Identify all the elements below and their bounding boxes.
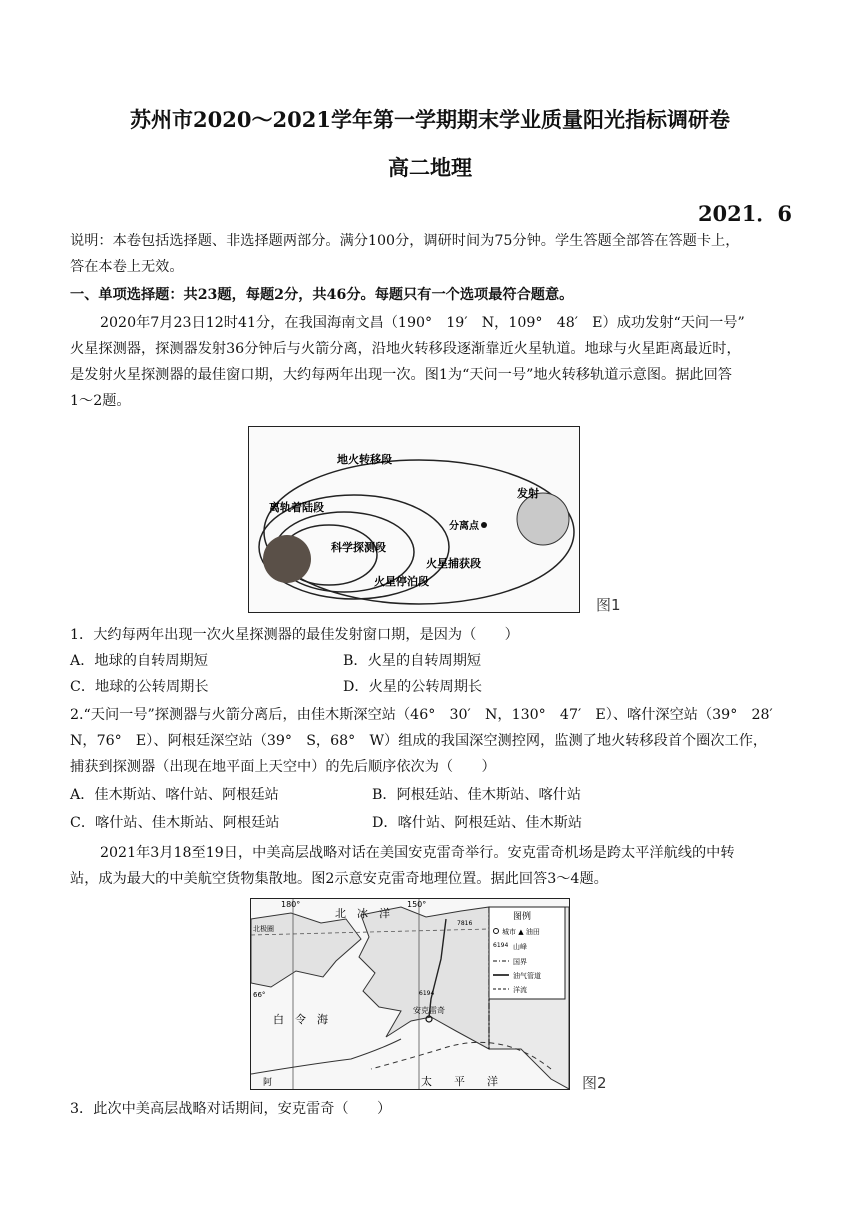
label-lon150: 150°	[407, 900, 427, 909]
legend-border: 国界	[513, 958, 527, 966]
q1-option-c: C．地球的公转周期长	[70, 679, 209, 695]
label-transfer: 地火转移段	[337, 453, 392, 466]
label-landing: 离轨着陆段	[269, 501, 324, 514]
label-parking: 火星停泊段	[374, 575, 429, 588]
q2-option-c: C．喀什站、佳木斯站、阿根廷站	[70, 815, 280, 831]
earth-planet	[517, 493, 569, 545]
q2-option-a: A．佳木斯站、喀什站、阿根廷站	[70, 787, 279, 803]
q2-option-d: D．喀什站、阿根廷站、佳木斯站	[372, 815, 583, 831]
label-aleutian: 阿	[263, 1078, 273, 1088]
passage1-line-3: 是发射火星探测器的最佳窗口期，大约每两年出现一次。图1为“天问一号”地火转移轨道示意图。据此回答	[70, 367, 732, 383]
legend-peak-icon: 6194	[493, 942, 509, 949]
legend-peak: 山峰	[513, 943, 527, 951]
orbit-diagram	[249, 427, 579, 612]
label-pacific: 太 平 洋	[421, 1075, 498, 1088]
exam-date: 2021．6	[697, 201, 792, 226]
exam-title: 苏州市2020～2021学年第一学期期末学业质量阳光指标调研卷	[130, 107, 730, 132]
legend-city-oil: 城市 ▲ 油田	[502, 928, 540, 936]
label-peak-6194: 6194	[419, 990, 435, 997]
q2-stem-line-3: 捕获到探测器（出现在地平面上天空中）的先后顺序依次为（ ）	[70, 759, 496, 775]
label-arctic-circle: 北极圈	[253, 925, 274, 933]
label-anchorage: 安克雷奇	[413, 1006, 445, 1015]
passage1-line-4: 1～2题。	[70, 393, 131, 409]
subject-title: 高二地理	[388, 155, 472, 180]
label-arctic-ocean: 北 冰 洋	[335, 907, 390, 920]
instructions-line-2: 答在本卷上无效。	[70, 259, 184, 275]
instructions-line-1: 说明：本卷包括选择题、非选择题两部分。满分100分，调研时间为75分钟。学生答题全部答在答题卡上，	[70, 233, 740, 249]
figure-1-label: 图1	[596, 596, 621, 614]
legend-title: 图例	[513, 912, 532, 922]
passage1-line-2: 火星探测器，探测器发射36分钟后与火箭分离，沿地火转移段逐渐靠近火星轨道。地球与火星距离最近时，	[70, 341, 741, 357]
passage2-line-2: 站，成为最大的中美航空货物集散地。图2示意安克雷奇地理位置。据此回答3～4题。	[70, 871, 608, 887]
separation-point	[481, 522, 487, 528]
legend-current: 洋流	[513, 986, 527, 994]
mars-planet	[263, 535, 311, 583]
figure-2	[250, 898, 570, 1090]
q1-option-d: D．火星的公转周期长	[343, 679, 483, 695]
legend-box	[489, 907, 565, 999]
figure-2-label: 图2	[582, 1074, 607, 1092]
label-bering-sea: 白 令 海	[273, 1013, 328, 1026]
label-science: 科学探测段	[331, 541, 386, 554]
label-launch: 发射	[517, 487, 539, 500]
section-heading: 一、单项选择题：共23题，每题2分，共46分。每题只有一个选项最符合题意。	[70, 287, 574, 303]
label-peak-7816: 7816	[457, 920, 473, 927]
passage2-line-1: 2021年3月18至19日，中美高层战略对话在美国安克雷奇举行。安克雷奇机场是跨太平洋航线的中转	[100, 845, 735, 861]
q3-stem: 3．此次中美高层战略对话期间，安克雷奇（ ）	[70, 1101, 392, 1117]
q2-stem-line-2: N，76° E）、阿根廷深空站（39° S，68° W）组成的我国深空测控网，监测了地火转移段首个圈次工作，	[70, 733, 768, 749]
passage1-line-1: 2020年7月23日12时41分，在我国海南文昌（190° 19′ N，109° 48′ E）成功发射“天问一号”	[100, 315, 745, 331]
label-separation: 分离点	[449, 521, 479, 532]
label-capture: 火星捕获段	[426, 557, 481, 570]
alaska-map	[251, 899, 569, 1089]
q1-option-a: A．地球的自转周期短	[70, 653, 208, 669]
label-lat66: 66°	[253, 991, 266, 999]
q2-stem-line-1: 2.“天问一号”探测器与火箭分离后，由佳木斯深空站（46° 30′ N，130° 47′ E）、喀什深空站（39° 28′	[70, 707, 773, 723]
legend-pipeline: 油气管道	[513, 972, 541, 980]
q2-option-b: B．阿根廷站、佳木斯站、喀什站	[372, 787, 582, 803]
figure-1	[248, 426, 580, 613]
q1-stem: 1．大约每两年出现一次火星探测器的最佳发射窗口期，是因为（ ）	[70, 627, 519, 643]
q1-option-b: B．火星的自转周期短	[343, 653, 482, 669]
label-lon180: 180°	[281, 900, 301, 909]
